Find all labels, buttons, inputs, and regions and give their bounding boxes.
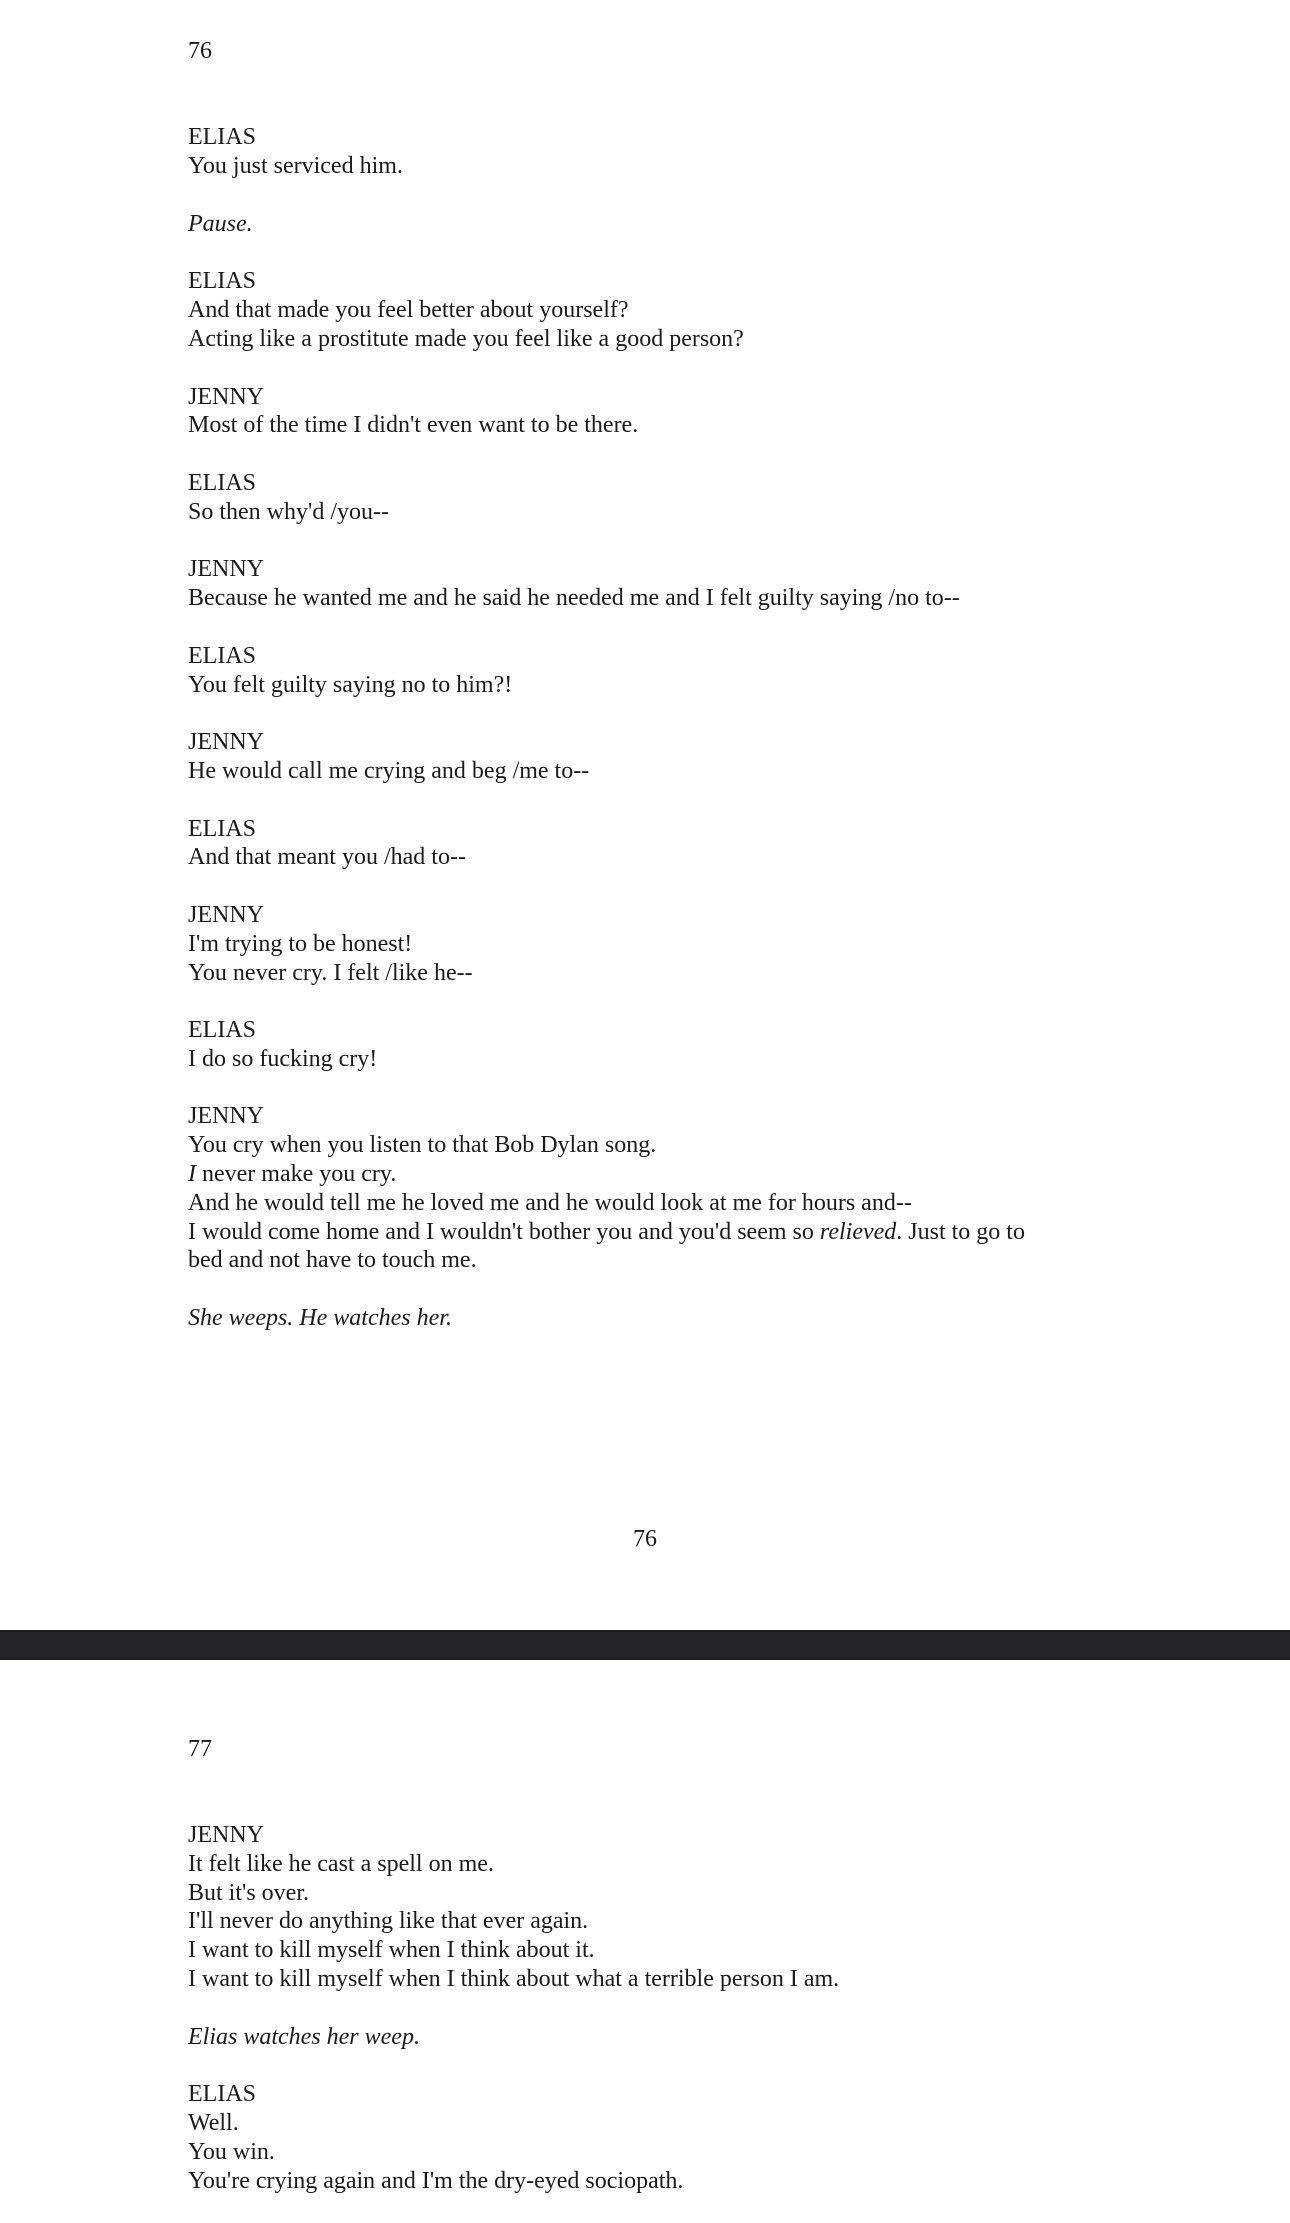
dialogue-block bbox=[188, 642, 1290, 700]
dialogue-line bbox=[188, 1965, 1290, 1994]
dialogue-line bbox=[188, 1850, 1290, 1879]
dialogue-line bbox=[188, 1246, 1290, 1275]
page-number-footer: 76 bbox=[633, 1525, 657, 1552]
speaker-name: JENNY bbox=[188, 901, 264, 928]
dialogue-line bbox=[188, 1879, 1290, 1908]
speaker-name: ELIAS bbox=[188, 268, 256, 295]
dialogue-block bbox=[188, 2080, 1290, 2195]
direction-line bbox=[188, 1304, 1290, 1333]
speaker-name: JENNY bbox=[188, 1103, 264, 1130]
dialogue-line bbox=[188, 843, 1290, 872]
text-segment: You never cry. I felt /like he-- bbox=[188, 959, 473, 986]
dialogue-block bbox=[188, 1016, 1290, 1074]
dialogue-line bbox=[188, 411, 1290, 440]
dialogue-line bbox=[188, 2167, 1290, 2196]
speaker-name: JENNY bbox=[188, 383, 264, 410]
text-segment: Well. bbox=[188, 2110, 239, 2137]
dialogue-line bbox=[188, 930, 1290, 959]
speaker-name: JENNY bbox=[188, 556, 264, 583]
dialogue-line bbox=[188, 2109, 1290, 2138]
text-segment: You just serviced him. bbox=[188, 153, 403, 180]
text-segment: relieved bbox=[819, 1218, 897, 1245]
text-segment: I'll never do anything like that ever again. bbox=[188, 1908, 589, 1935]
dialogue-line bbox=[188, 1045, 1290, 1074]
text-segment: He would call me crying and beg /me to-- bbox=[188, 757, 590, 784]
text-segment: Pause. bbox=[188, 210, 253, 237]
text-segment: Because he wanted me and he said he needed me and I felt guilty saying /no to-- bbox=[188, 585, 960, 612]
speaker-name: ELIAS bbox=[188, 642, 256, 669]
text-segment: And that made you feel better about yourself? bbox=[188, 297, 629, 324]
dialogue-line bbox=[188, 1131, 1290, 1160]
dialogue-block bbox=[188, 728, 1290, 786]
direction-line bbox=[188, 210, 1290, 239]
text-segment: You win. bbox=[188, 2138, 275, 2165]
dialogue-block bbox=[188, 469, 1290, 527]
direction-line bbox=[188, 2023, 1290, 2052]
text-segment: Most of the time I didn't even want to be there. bbox=[188, 412, 639, 439]
dialogue-line bbox=[188, 1218, 1290, 1247]
dialogue-block bbox=[188, 267, 1290, 353]
page-separator-bar bbox=[0, 1630, 1290, 1660]
script-page-77 bbox=[0, 1660, 1290, 2196]
dialogue-line bbox=[188, 1160, 1290, 1189]
speaker-name: ELIAS bbox=[188, 1017, 256, 1044]
text-segment: I want to kill myself when I think about it. bbox=[188, 1937, 595, 1964]
dialogue-block bbox=[188, 123, 1290, 181]
dialogue-line bbox=[188, 959, 1290, 988]
dialogue-line bbox=[188, 498, 1290, 527]
text-segment: And he would tell me he loved me and he would look at me for hours and-- bbox=[188, 1189, 912, 1216]
dialogue-line bbox=[188, 584, 1290, 613]
text-segment: . Just to go to bbox=[896, 1218, 1025, 1245]
speaker-name: JENNY bbox=[188, 729, 264, 756]
dialogue-line bbox=[188, 757, 1290, 786]
text-segment: Acting like a prostitute made you feel like a good person? bbox=[188, 325, 744, 352]
text-segment: I'm trying to be honest! bbox=[188, 930, 413, 957]
text-segment: I want to kill myself when I think about what a terrible person I am. bbox=[188, 1966, 840, 1993]
page-number-top: 76 bbox=[188, 38, 212, 64]
dialogue-block bbox=[188, 383, 1290, 441]
dialogue-line bbox=[188, 1936, 1290, 1965]
dialogue-line bbox=[188, 152, 1290, 181]
text-segment: bed and not have to touch me. bbox=[188, 1247, 477, 1274]
text-segment: Elias watches her weep. bbox=[188, 2023, 420, 2050]
dialogue-block bbox=[188, 815, 1290, 873]
text-segment: She weeps. He watches her. bbox=[188, 1305, 452, 1332]
text-segment: never make you cry. bbox=[196, 1161, 397, 1188]
text-segment: But it's over. bbox=[188, 1879, 309, 1906]
dialogue-block bbox=[188, 555, 1290, 613]
speaker-name: ELIAS bbox=[188, 2081, 256, 2108]
dialogue-line bbox=[188, 1907, 1290, 1936]
text-segment: You're crying again and I'm the dry-eyed sociopath. bbox=[188, 2167, 684, 2194]
page-number-top: 77 bbox=[188, 1735, 212, 1762]
text-segment: You felt guilty saying no to him?! bbox=[188, 671, 513, 698]
dialogue-block bbox=[188, 1102, 1290, 1275]
stage-direction bbox=[188, 2023, 1290, 2052]
dialogue-block bbox=[188, 1821, 1290, 1994]
stage-direction bbox=[188, 1304, 1290, 1333]
dialogue-line bbox=[188, 2138, 1290, 2167]
dialogue-line bbox=[188, 296, 1290, 325]
text-segment: It felt like he cast a spell on me. bbox=[188, 1850, 494, 1877]
text-segment: I bbox=[188, 1161, 196, 1188]
text-segment: I do so fucking cry! bbox=[188, 1045, 378, 1072]
dialogue-line bbox=[188, 1189, 1290, 1218]
speaker-name: ELIAS bbox=[188, 124, 256, 151]
text-segment: I would come home and I wouldn't bother you and you'd seem so bbox=[188, 1218, 820, 1245]
speaker-name: JENNY bbox=[188, 1822, 264, 1849]
speaker-name: ELIAS bbox=[188, 469, 256, 496]
text-segment: So then why'd /you-- bbox=[188, 498, 389, 525]
dialogue-line bbox=[188, 325, 1290, 354]
speaker-name: ELIAS bbox=[188, 815, 256, 842]
text-segment: And that meant you /had to-- bbox=[188, 844, 466, 871]
dialogue-line bbox=[188, 671, 1290, 700]
dialogue-block bbox=[188, 901, 1290, 987]
text-segment: You cry when you listen to that Bob Dylan song. bbox=[188, 1132, 657, 1159]
stage-direction bbox=[188, 210, 1290, 239]
